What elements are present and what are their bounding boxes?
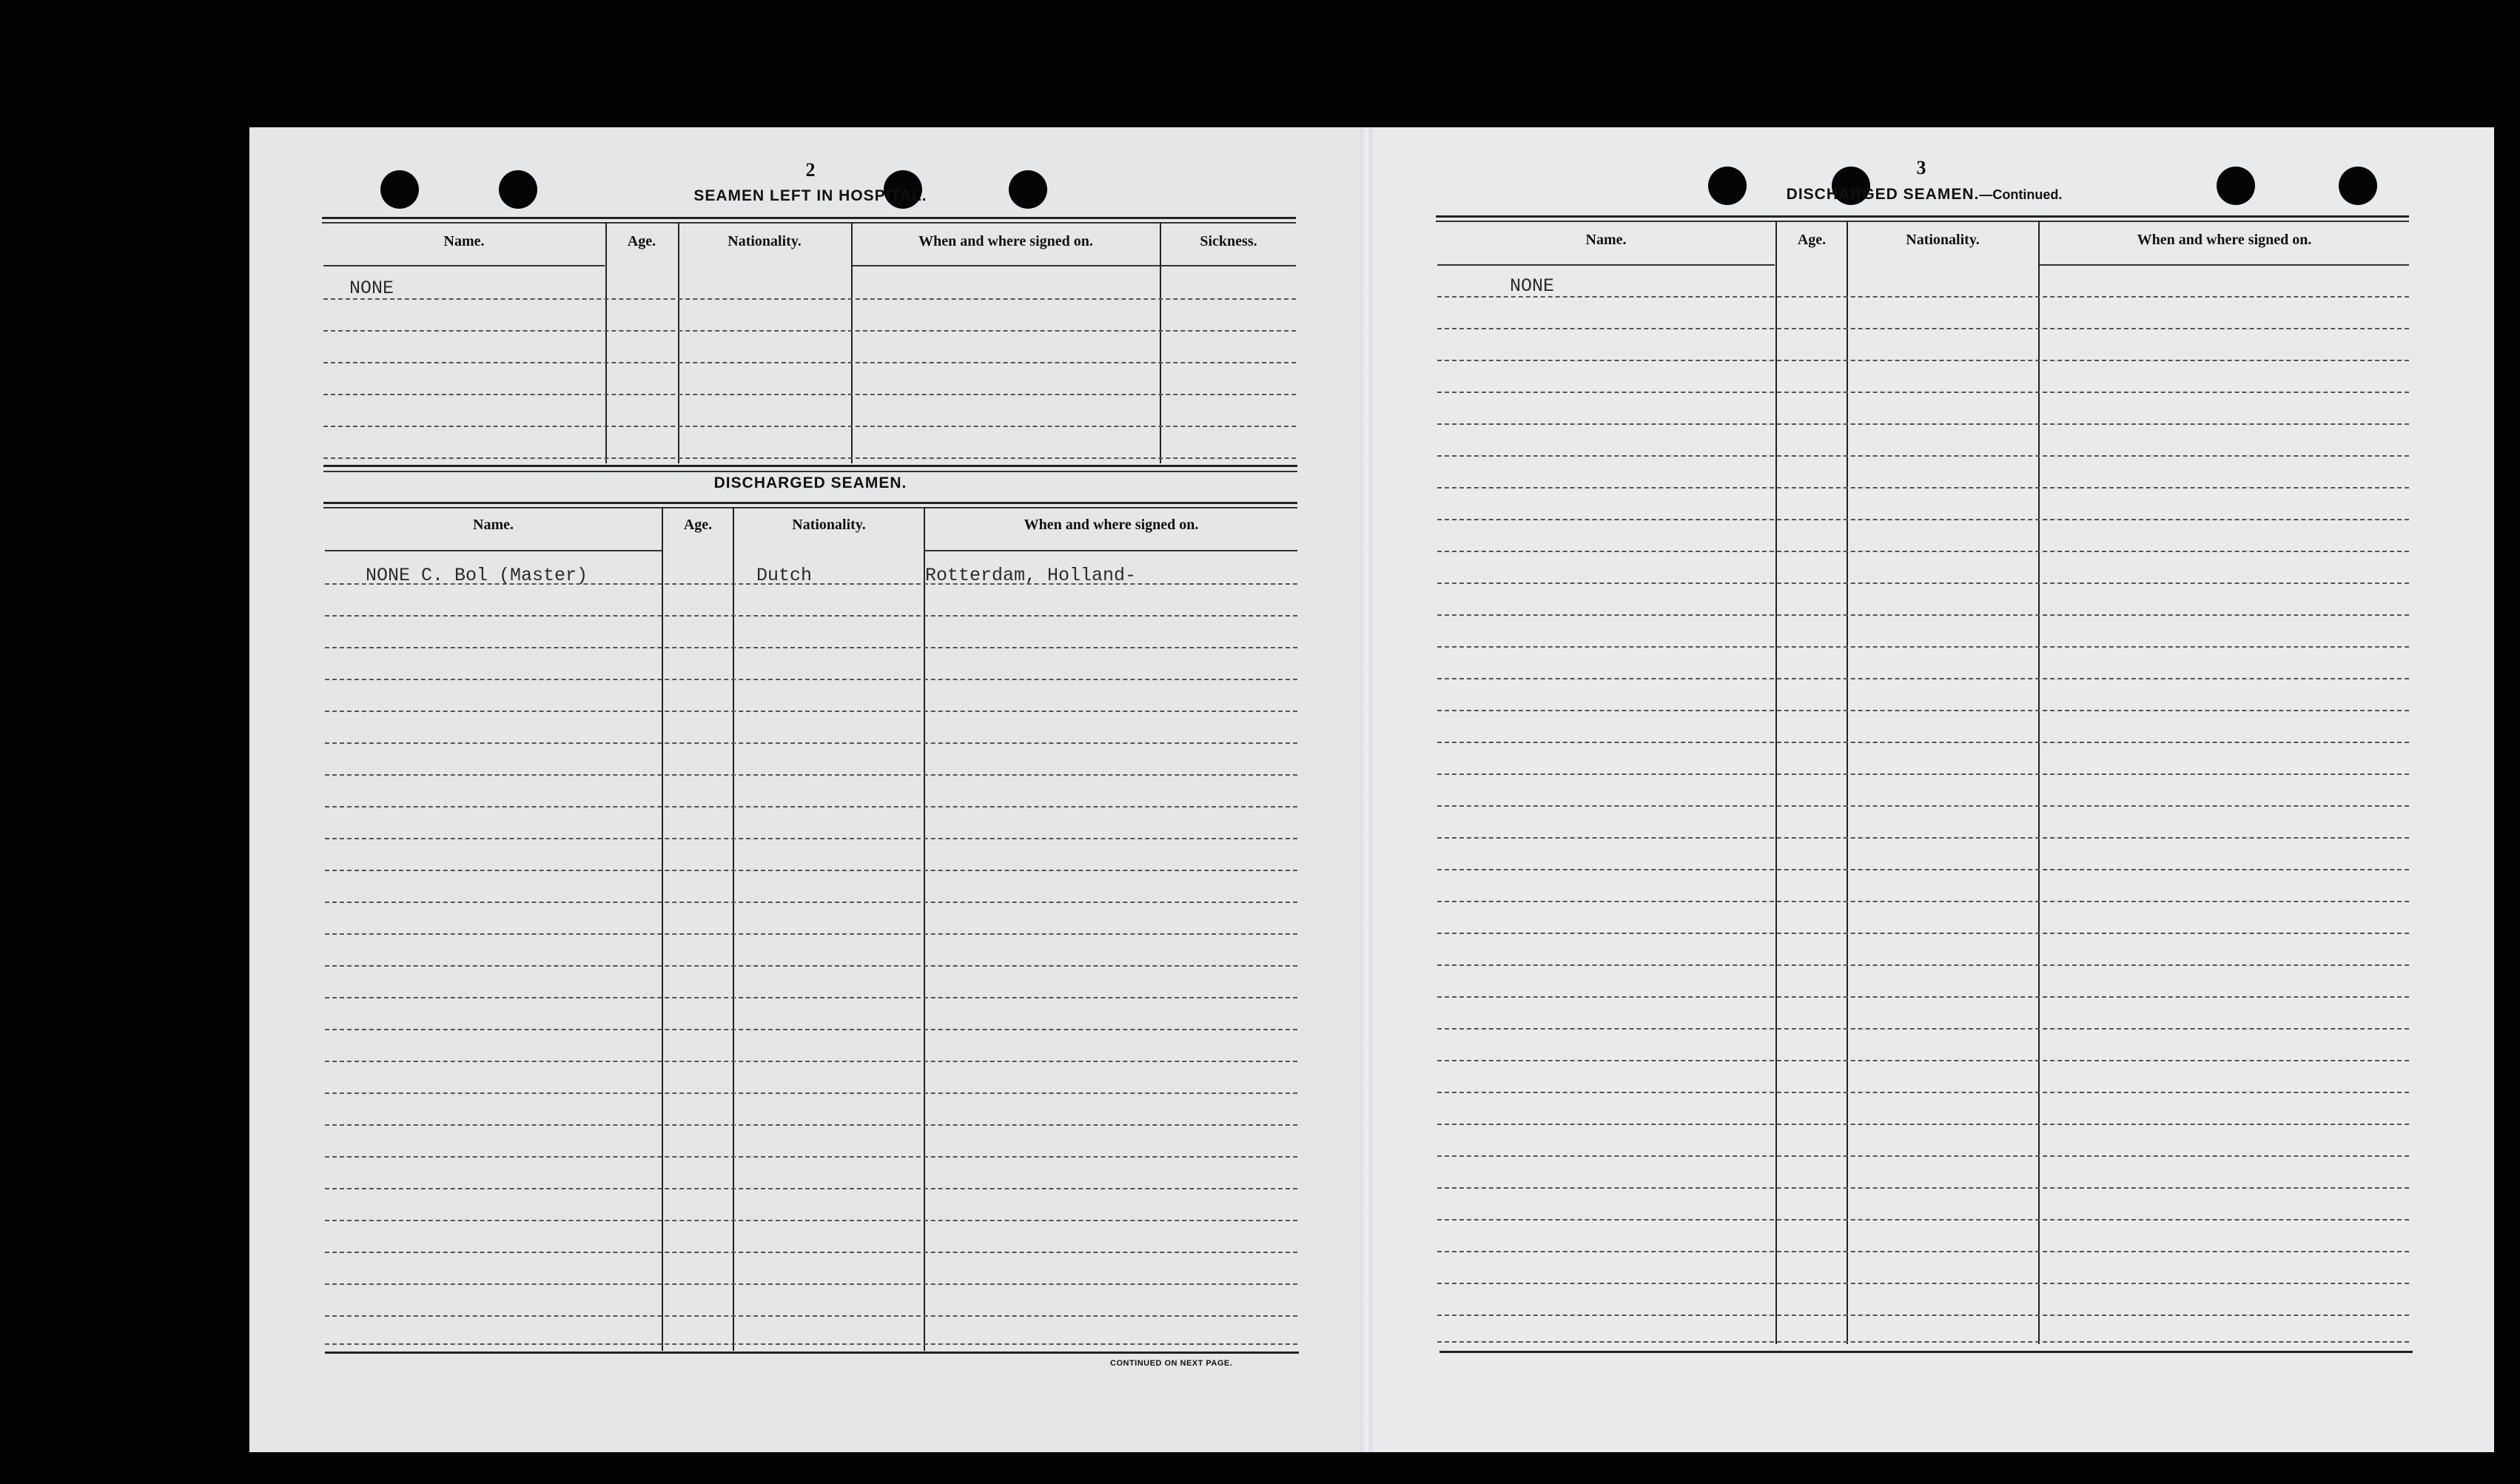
column-header-signed-on: When and where signed on. bbox=[2137, 232, 2312, 248]
discharged-continued-title: DISCHARGED SEAMEN.—Continued. bbox=[1786, 186, 2063, 203]
column-header-signed-on: When and where signed on. bbox=[1024, 517, 1199, 533]
discharged-section-title: DISCHARGED SEAMEN. bbox=[713, 474, 907, 491]
right-row-name: NONE bbox=[1510, 275, 1555, 297]
column-header-name: Name. bbox=[473, 517, 514, 533]
right-page bbox=[1365, 127, 2494, 1452]
page-fold bbox=[1360, 127, 1372, 1452]
page-number: 2 bbox=[805, 159, 816, 181]
punch-hole bbox=[380, 170, 419, 209]
column-header-sickness: Sickness. bbox=[1200, 233, 1257, 249]
left-page bbox=[249, 127, 1365, 1452]
column-header-nationality: Nationality. bbox=[728, 233, 802, 249]
column-header-nationality: Nationality. bbox=[1906, 232, 1980, 248]
discharged-row-signed-on: Rotterdam, Holland- bbox=[925, 565, 1137, 586]
column-header-name: Name. bbox=[1585, 232, 1627, 248]
punch-hole bbox=[2217, 167, 2255, 205]
column-header-signed-on: When and where signed on. bbox=[918, 233, 1093, 249]
hospital-section-title: SEAMEN LEFT IN HOSPITAL. bbox=[693, 187, 927, 204]
page-number: 3 bbox=[1916, 157, 1926, 178]
column-header-age: Age. bbox=[1797, 232, 1827, 248]
hospital-row-name: NONE bbox=[349, 278, 394, 299]
discharged-row-name: NONE C. Bol (Master) bbox=[366, 565, 588, 586]
punch-hole bbox=[2339, 167, 2377, 205]
column-header-age: Age. bbox=[627, 233, 656, 249]
column-header-nationality: Nationality. bbox=[792, 517, 866, 533]
discharged-row-nationality: Dutch bbox=[756, 565, 813, 586]
continued-footer: CONTINUED ON NEXT PAGE. bbox=[1110, 1359, 1233, 1368]
column-header-age: Age. bbox=[683, 517, 713, 533]
punch-hole bbox=[499, 170, 537, 209]
column-header-name: Name. bbox=[443, 233, 485, 249]
